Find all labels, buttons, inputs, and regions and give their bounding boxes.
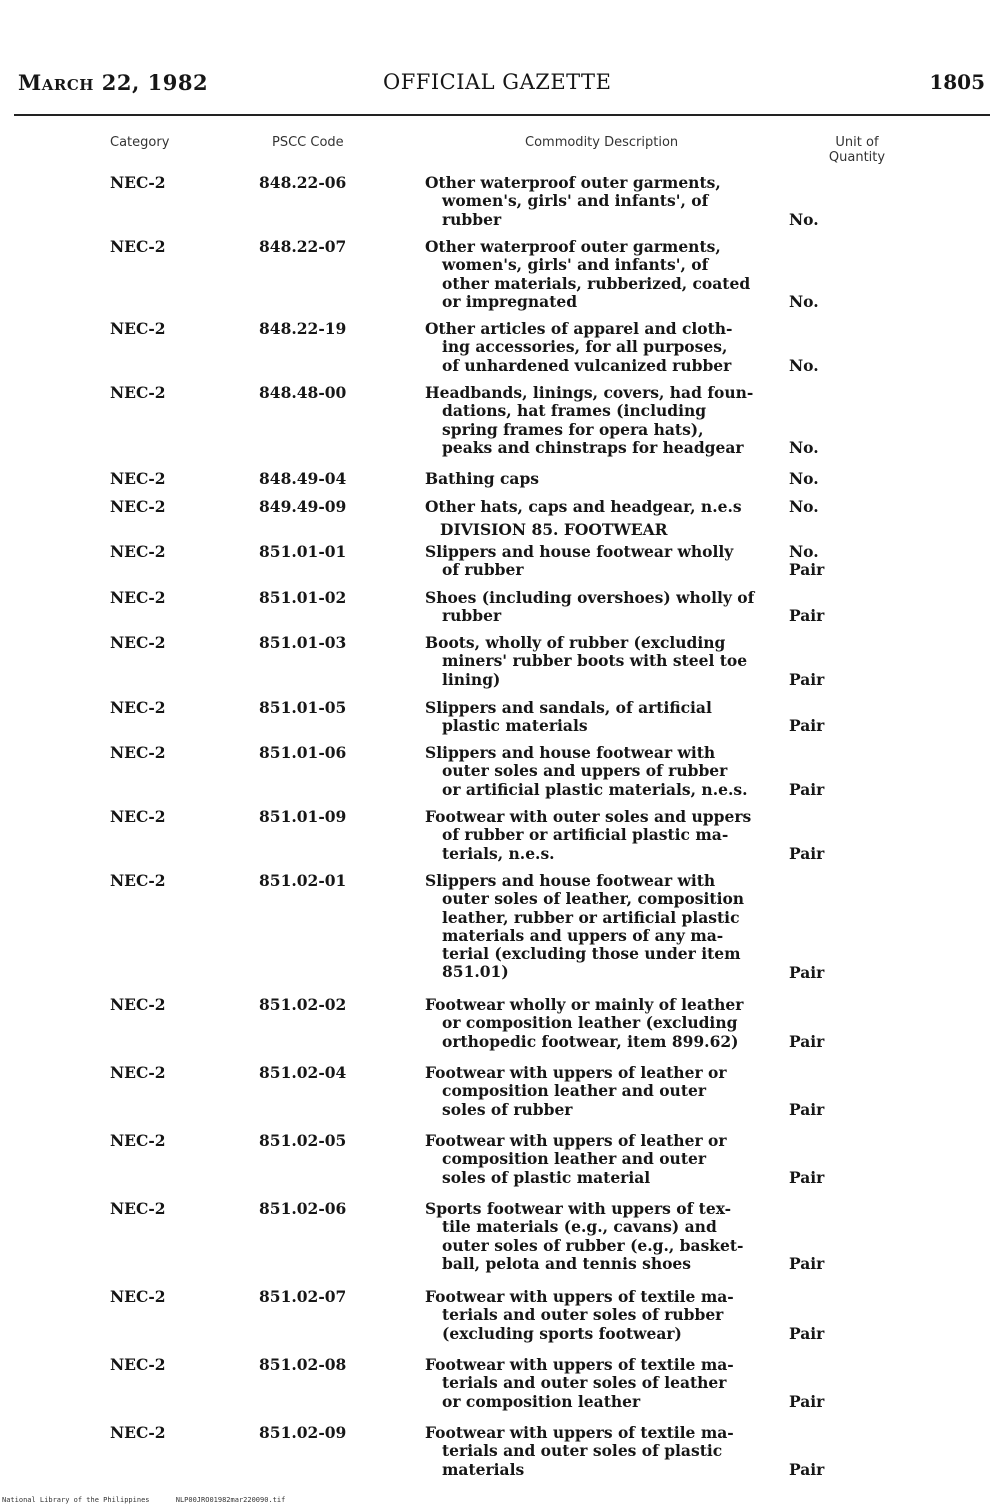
pscc-code-cell: 848.22-06 bbox=[259, 173, 347, 192]
pscc-code-cell: 851.02-04 bbox=[259, 1063, 347, 1082]
unit-value: No. bbox=[789, 497, 819, 516]
unit-value: Pair bbox=[789, 1391, 825, 1411]
unit-value: No. bbox=[789, 469, 819, 488]
description-line: Footwear with uppers of leather or bbox=[425, 1131, 727, 1150]
description-line: Other waterproof outer garments, bbox=[425, 237, 721, 256]
description-line: composition leather and outer bbox=[442, 1081, 707, 1101]
description-line: Footwear wholly or mainly of leather bbox=[425, 995, 744, 1014]
scan-footer bbox=[2, 1496, 307, 1504]
category-cell: NEC-2 bbox=[110, 807, 166, 826]
description-cell bbox=[425, 238, 760, 311]
description-line: Footwear with uppers of leather or bbox=[425, 1063, 727, 1082]
description-line: 851.01) bbox=[442, 962, 509, 982]
description-cell bbox=[425, 174, 760, 229]
description-line: Slippers and sandals, of artificial bbox=[425, 698, 712, 717]
description-line: Slippers and house footwear wholly bbox=[425, 542, 734, 561]
unit-value: No. bbox=[789, 355, 819, 375]
pscc-code-cell: 851.01-02 bbox=[259, 588, 347, 607]
description-line: Footwear with outer soles and uppers bbox=[425, 807, 752, 826]
category-cell: NEC-2 bbox=[110, 995, 166, 1014]
footer-library: National Library of the Philippines bbox=[2, 1496, 150, 1504]
pscc-code-cell: 851.01-01 bbox=[259, 542, 347, 561]
pscc-code-cell: 851.02-01 bbox=[259, 871, 347, 890]
pscc-code-cell: 849.49-09 bbox=[259, 497, 347, 516]
category-cell: NEC-2 bbox=[110, 1131, 166, 1150]
unit-value: Pair bbox=[789, 1323, 825, 1343]
category-cell: NEC-2 bbox=[110, 237, 166, 256]
unit-value: Pair bbox=[789, 560, 825, 580]
description-line: Slippers and house footwear with bbox=[425, 871, 716, 890]
description-line: terials and outer soles of plastic bbox=[442, 1441, 723, 1461]
pscc-code-cell: 851.01-09 bbox=[259, 807, 347, 826]
category-cell: NEC-2 bbox=[110, 1287, 166, 1306]
description-cell bbox=[425, 1424, 760, 1479]
description-line: tile materials (e.g., cavans) and bbox=[442, 1217, 717, 1237]
pscc-code-cell: 848.48-00 bbox=[259, 383, 347, 402]
unit-value: Pair bbox=[789, 1459, 825, 1479]
description-line: Footwear with uppers of textile ma- bbox=[425, 1423, 734, 1442]
description-line: rubber bbox=[442, 606, 502, 626]
description-line: Other hats, caps and headgear, n.e.s bbox=[425, 497, 742, 516]
unit-value: No. bbox=[789, 437, 819, 457]
unit-value: Pair bbox=[789, 779, 825, 799]
unit-value: Pair bbox=[789, 1253, 825, 1273]
description-line: dations, hat frames (including bbox=[442, 401, 707, 421]
category-cell: NEC-2 bbox=[110, 173, 166, 192]
unit-value: Pair bbox=[789, 1167, 825, 1187]
column-header-description: Commodity Description bbox=[525, 135, 679, 150]
description-line: Shoes (including overshoes) wholly of bbox=[425, 588, 755, 607]
description-line: plastic materials bbox=[442, 716, 588, 736]
description-cell bbox=[425, 543, 760, 580]
description-line: materials bbox=[442, 1459, 525, 1479]
category-cell: NEC-2 bbox=[110, 1063, 166, 1082]
category-cell: NEC-2 bbox=[110, 542, 166, 561]
unit-value: Pair bbox=[789, 1031, 825, 1051]
description-line: terial (excluding those under item bbox=[442, 944, 741, 964]
description-line: terials and outer soles of rubber bbox=[442, 1305, 724, 1325]
category-cell: NEC-2 bbox=[110, 319, 166, 338]
category-cell: NEC-2 bbox=[110, 1199, 166, 1218]
description-cell bbox=[425, 470, 760, 488]
description-cell bbox=[425, 808, 760, 863]
unit-value: No. bbox=[789, 291, 819, 311]
description-line: or composition leather (excluding bbox=[442, 1013, 738, 1033]
description-line: outer soles of leather, composition bbox=[442, 889, 745, 909]
description-line: terials, n.e.s. bbox=[442, 843, 555, 863]
description-line: Footwear with uppers of textile ma- bbox=[425, 1287, 734, 1306]
page-header bbox=[0, 70, 997, 100]
unit-value: Pair bbox=[789, 962, 825, 982]
description-line: Bathing caps bbox=[425, 469, 540, 488]
issue-date: March 22, 1982 bbox=[18, 70, 209, 95]
footer-file: NLP00JRO01982mar220090.tif bbox=[175, 1496, 286, 1504]
pscc-code-cell: 851.02-09 bbox=[259, 1423, 347, 1442]
pscc-code-cell: 848.49-04 bbox=[259, 469, 347, 488]
description-cell bbox=[425, 1200, 760, 1273]
column-header-pscc: PSCC Code bbox=[272, 135, 344, 150]
header-rule bbox=[14, 114, 990, 116]
pscc-code-cell: 851.02-07 bbox=[259, 1287, 347, 1306]
description-line: other materials, rubberized, coated bbox=[442, 273, 751, 293]
description-cell bbox=[425, 872, 760, 982]
publication-title: OFFICIAL GAZETTE bbox=[383, 70, 612, 94]
description-cell bbox=[425, 498, 760, 516]
description-cell bbox=[425, 996, 760, 1051]
description-cell bbox=[425, 634, 760, 689]
description-line: Boots, wholly of rubber (excluding bbox=[425, 633, 726, 652]
description-line: terials and outer soles of leather bbox=[442, 1373, 727, 1393]
description-line: soles of rubber bbox=[442, 1099, 573, 1119]
category-cell: NEC-2 bbox=[110, 698, 166, 717]
category-cell: NEC-2 bbox=[110, 469, 166, 488]
description-line: materials and uppers of any ma- bbox=[442, 925, 724, 945]
pscc-code-cell: 851.02-08 bbox=[259, 1355, 347, 1374]
description-line: Footwear with uppers of textile ma- bbox=[425, 1355, 734, 1374]
category-cell: NEC-2 bbox=[110, 588, 166, 607]
description-line: women's, girls' and infants', of bbox=[442, 191, 709, 211]
description-line: of rubber or artificial plastic ma- bbox=[442, 825, 729, 845]
category-cell: NEC-2 bbox=[110, 1423, 166, 1442]
category-cell: NEC-2 bbox=[110, 383, 166, 402]
description-line: composition leather and outer bbox=[442, 1149, 707, 1169]
description-line: orthopedic footwear, item 899.62) bbox=[442, 1031, 739, 1051]
unit-value: Pair bbox=[789, 716, 825, 736]
division-heading: DIVISION 85. FOOTWEAR bbox=[440, 520, 668, 539]
category-cell: NEC-2 bbox=[110, 497, 166, 516]
description-line: spring frames for opera hats), bbox=[442, 419, 704, 439]
description-line: soles of plastic material bbox=[442, 1167, 651, 1187]
description-line: of rubber bbox=[442, 560, 524, 580]
category-cell: NEC-2 bbox=[110, 871, 166, 890]
description-cell bbox=[425, 744, 760, 799]
category-cell: NEC-2 bbox=[110, 633, 166, 652]
description-line: ing accessories, for all purposes, bbox=[442, 337, 728, 357]
description-line: outer soles and uppers of rubber bbox=[442, 761, 728, 781]
pscc-code-cell: 851.02-02 bbox=[259, 995, 347, 1014]
pscc-code-cell: 848.22-19 bbox=[259, 319, 347, 338]
unit-value: Pair bbox=[789, 669, 825, 689]
description-cell bbox=[425, 384, 760, 457]
category-cell: NEC-2 bbox=[110, 743, 166, 762]
description-line: Slippers and house footwear with bbox=[425, 743, 716, 762]
column-header-unit: Unit of Quantity bbox=[828, 135, 886, 165]
description-cell bbox=[425, 699, 760, 736]
unit-value: Pair bbox=[789, 1099, 825, 1119]
category-cell: NEC-2 bbox=[110, 1355, 166, 1374]
description-line: or artificial plastic materials, n.e.s. bbox=[442, 779, 748, 799]
description-line: leather, rubber or artificial plastic bbox=[442, 907, 740, 927]
pscc-code-cell: 851.01-06 bbox=[259, 743, 347, 762]
description-line: ball, pelota and tennis shoes bbox=[442, 1253, 692, 1273]
description-line: (excluding sports footwear) bbox=[442, 1323, 682, 1343]
pscc-code-cell: 851.02-05 bbox=[259, 1131, 347, 1150]
description-line: or composition leather bbox=[442, 1391, 641, 1411]
description-line: women's, girls' and infants', of bbox=[442, 255, 709, 275]
description-line: lining) bbox=[442, 669, 501, 689]
unit-value: No. bbox=[789, 209, 819, 229]
pscc-code-cell: 851.01-03 bbox=[259, 633, 347, 652]
description-line: of unhardened vulcanized rubber bbox=[442, 355, 732, 375]
description-cell bbox=[425, 1356, 760, 1411]
description-cell bbox=[425, 1132, 760, 1187]
unit-value: Pair bbox=[789, 606, 825, 626]
description-cell bbox=[425, 589, 760, 626]
description-line: Headbands, linings, covers, had foun- bbox=[425, 383, 754, 402]
description-cell bbox=[425, 320, 760, 375]
description-cell bbox=[425, 1064, 760, 1119]
page-number: 1805 bbox=[929, 70, 985, 94]
description-line: or impregnated bbox=[442, 291, 578, 311]
description-line: Other articles of apparel and cloth- bbox=[425, 319, 733, 338]
description-line: rubber bbox=[442, 209, 502, 229]
pscc-code-cell: 848.22-07 bbox=[259, 237, 347, 256]
column-header-category: Category bbox=[110, 135, 170, 150]
unit-value: No. bbox=[789, 542, 819, 561]
description-line: outer soles of rubber (e.g., basket- bbox=[442, 1235, 744, 1255]
pscc-code-cell: 851.02-06 bbox=[259, 1199, 347, 1218]
description-line: miners' rubber boots with steel toe bbox=[442, 651, 748, 671]
description-line: Other waterproof outer garments, bbox=[425, 173, 721, 192]
unit-value: Pair bbox=[789, 843, 825, 863]
description-line: peaks and chinstraps for headgear bbox=[442, 437, 744, 457]
description-cell bbox=[425, 1288, 760, 1343]
pscc-code-cell: 851.01-05 bbox=[259, 698, 347, 717]
description-line: Sports footwear with uppers of tex- bbox=[425, 1199, 732, 1218]
